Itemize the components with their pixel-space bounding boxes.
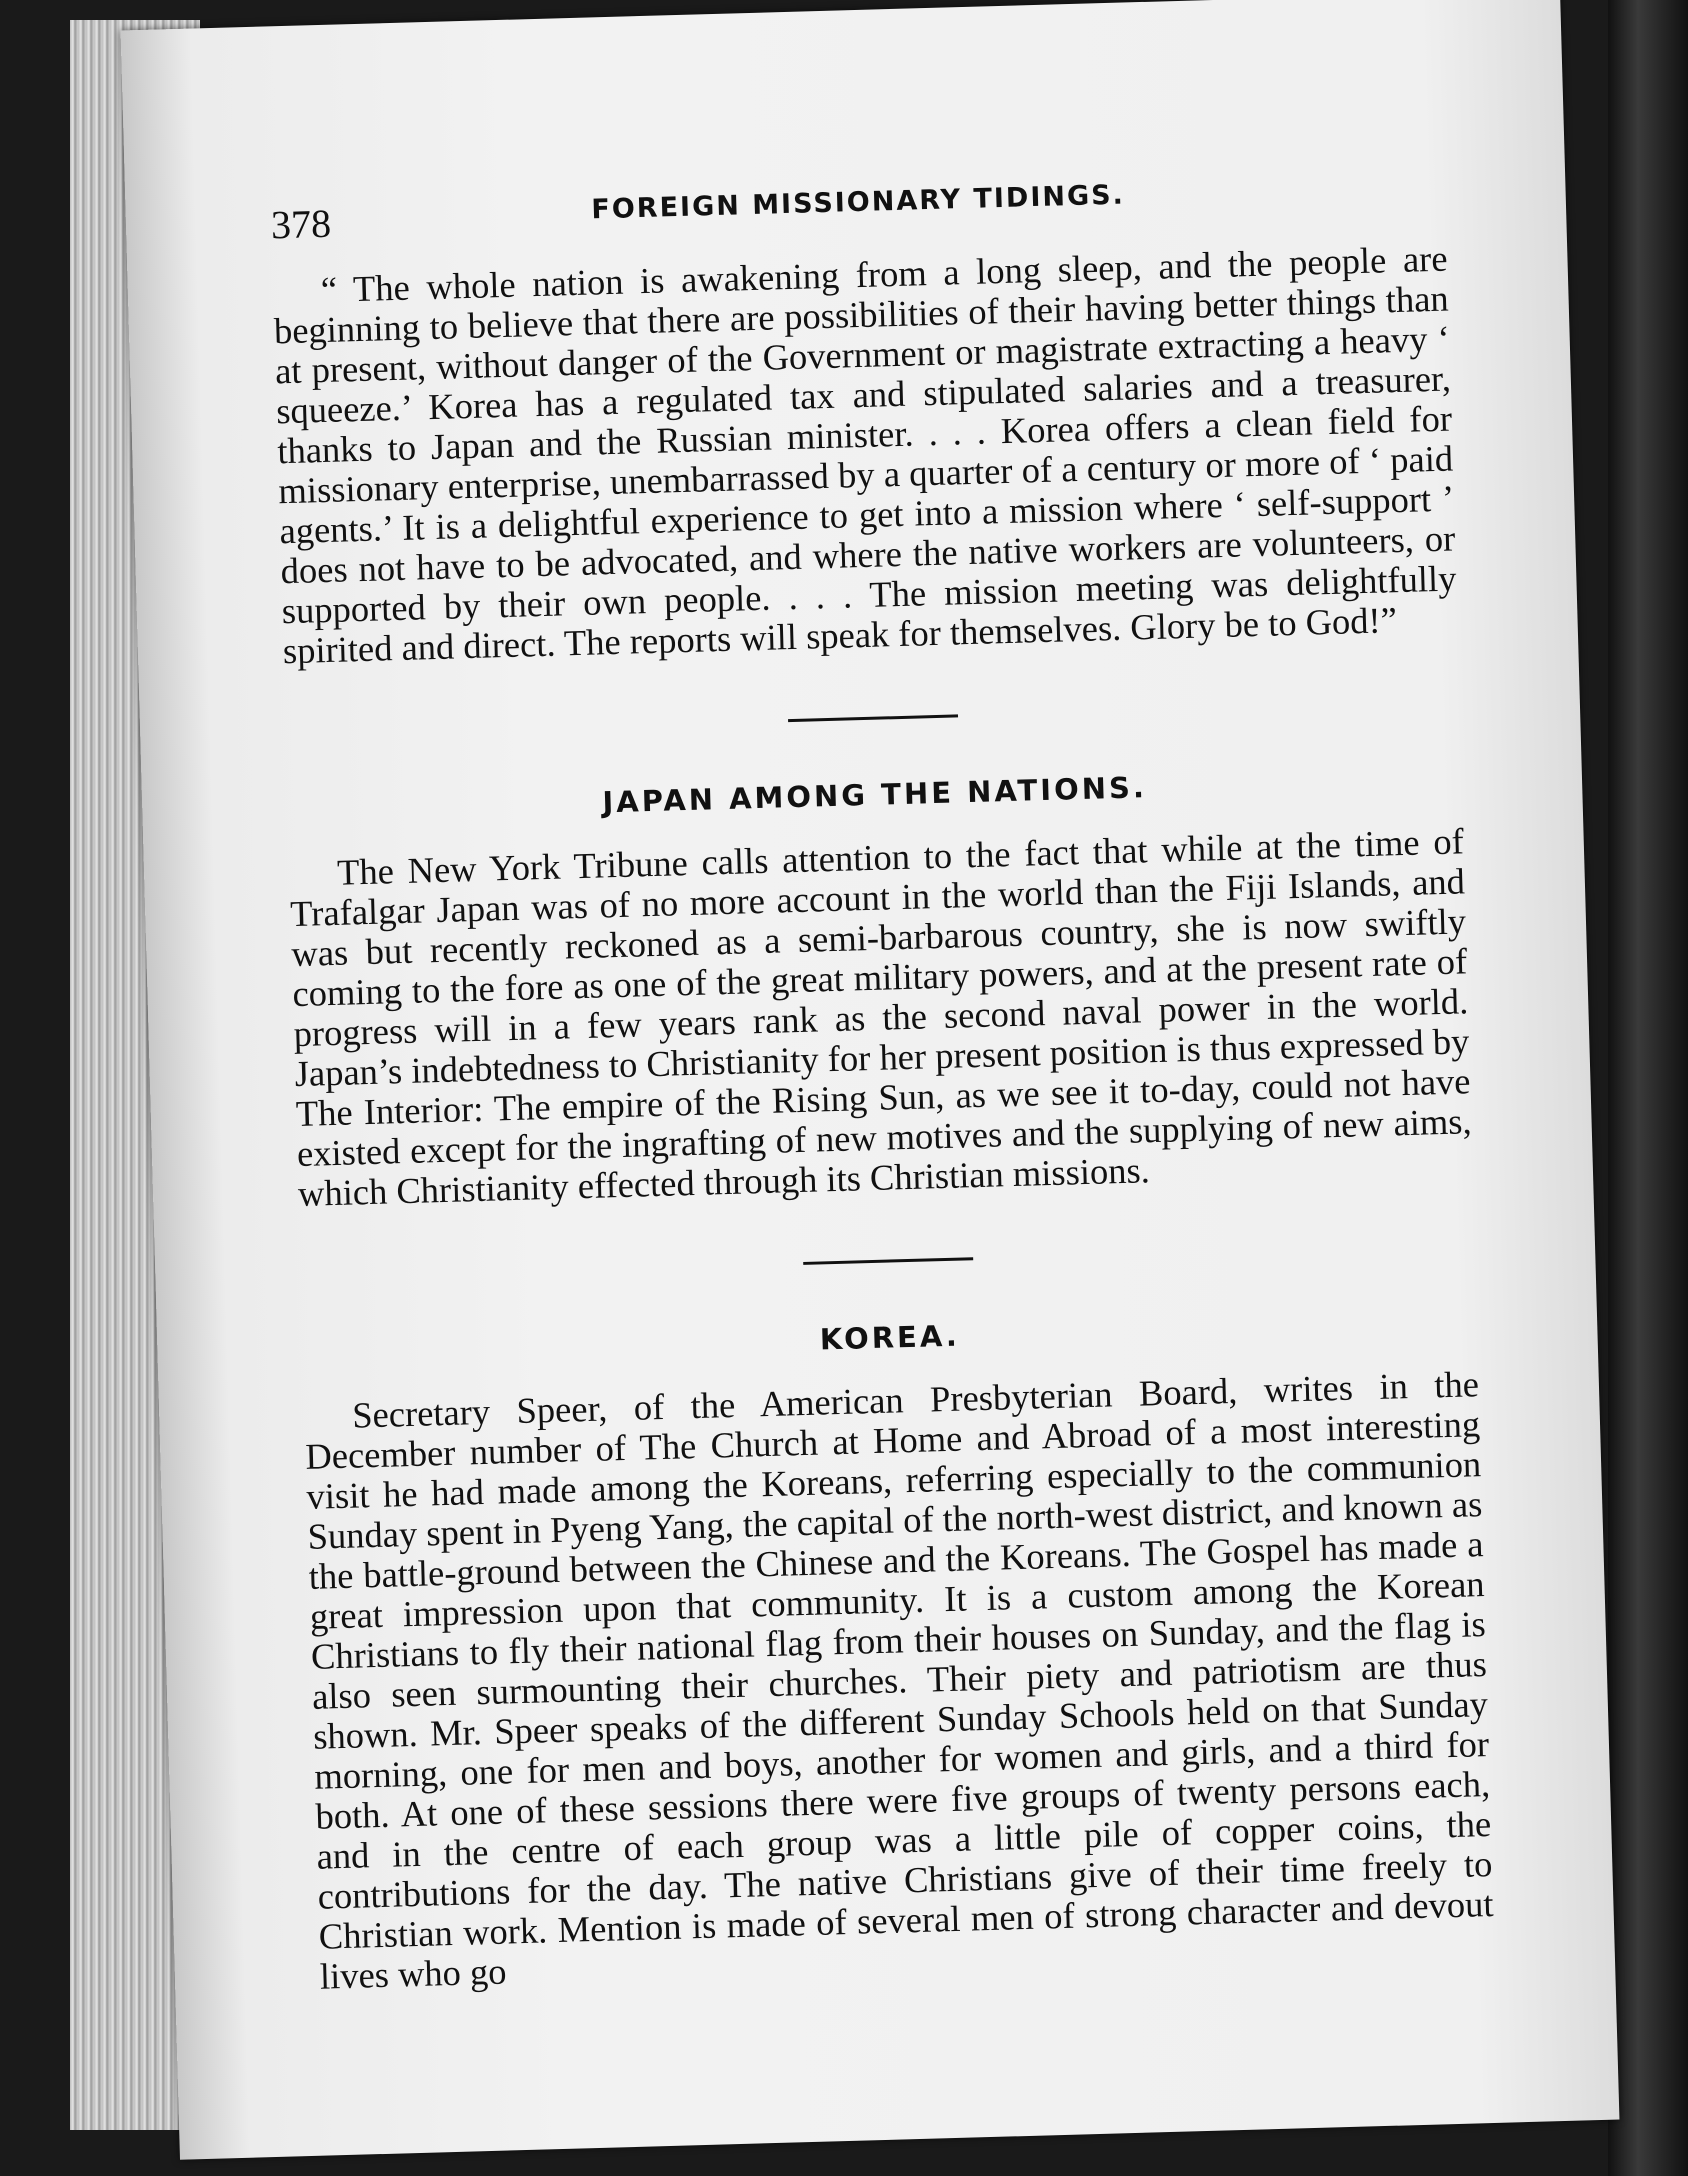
section-heading-japan: JAPAN AMONG THE NATIONS. xyxy=(602,770,1148,820)
section-paragraph-japan: The New York Tribune calls attention to the fact that while at the time of Trafalgar Japan was of no more account in the world than the Fiji Islands, and was but recently reckoned as a semi-barbarous country, she is now swiftly coming to the fore as one of the great military powers, and at the present rate of progress will in a few years rank as the second naval power in the world. Japan’s indebtedness to Christianity for her present position is thus expressed by The Interior: The empire of the Rising Sun, as we see it to-day, could not have existed except for the ingrafting of new motives and the supplying of new aims, which Christianity effected through its Christian missions. xyxy=(289,820,1473,1215)
section-heading-korea: KOREA. xyxy=(819,1318,961,1357)
section-paragraph-korea: Secretary Speer, of the American Presbyterian Board, writes in the December number of The Church at Home and Abroad of a most interesting visit he had made among the Koreans, referring especially to the communion Sunday spent in Pyeng Yang, the capital of the north-west district, and known as the battle-ground between the Chinese and the Koreans. The Gospel has made a great impression upon that community. It is a custom among the Korean Christians to fly their national flag from their houses on Sunday, and the flag is also seen surmounting their churches. Their piety and patriotism are thus shown. Mr. Speer speaks of the different Sunday Schools held on that Sunday morning, one for men and boys, another for women and girls, and a third for both. At one of these sessions there were five groups of twenty persons each, and in the centre of each group was a little pile of copper coins, the contributions for the day. The native Christians give of their time freely to Christian work. Mention is made of several men of strong character and devout lives who go xyxy=(304,1363,1494,1997)
quote-paragraph: “ The whole nation is awakening from a long sleep, and the people are beginning to believe that there are possibilities of their having better things than at present, without danger of the Government or magistrate extracting a heavy ‘ squeeze.’ Korea has a regulated tax and stipulated salaries and a treasurer, thanks to Japan and the Russian minister. . . . Korea offers a clean field for missionary enterprise, unembarrassed by a quarter of a century or more of ‘ paid agents.’ It is a delightful experience to get into a mission where ‘ self-support ’ does not have to be advocated, and where the native workers are volunteers, or supported by their own people. . . . The mission meeting was delightfully spirited and direct. The reports will speak for themselves. Glory be to God!” xyxy=(273,237,1457,672)
book-binding-edge xyxy=(1608,0,1688,2176)
book-page xyxy=(121,0,1620,2160)
running-title: FOREIGN MISSIONARY TIDINGS. xyxy=(591,179,1126,226)
page-number: 378 xyxy=(270,200,332,248)
section-divider xyxy=(803,1257,973,1265)
page-content xyxy=(270,169,1495,1997)
section-divider xyxy=(788,714,958,722)
